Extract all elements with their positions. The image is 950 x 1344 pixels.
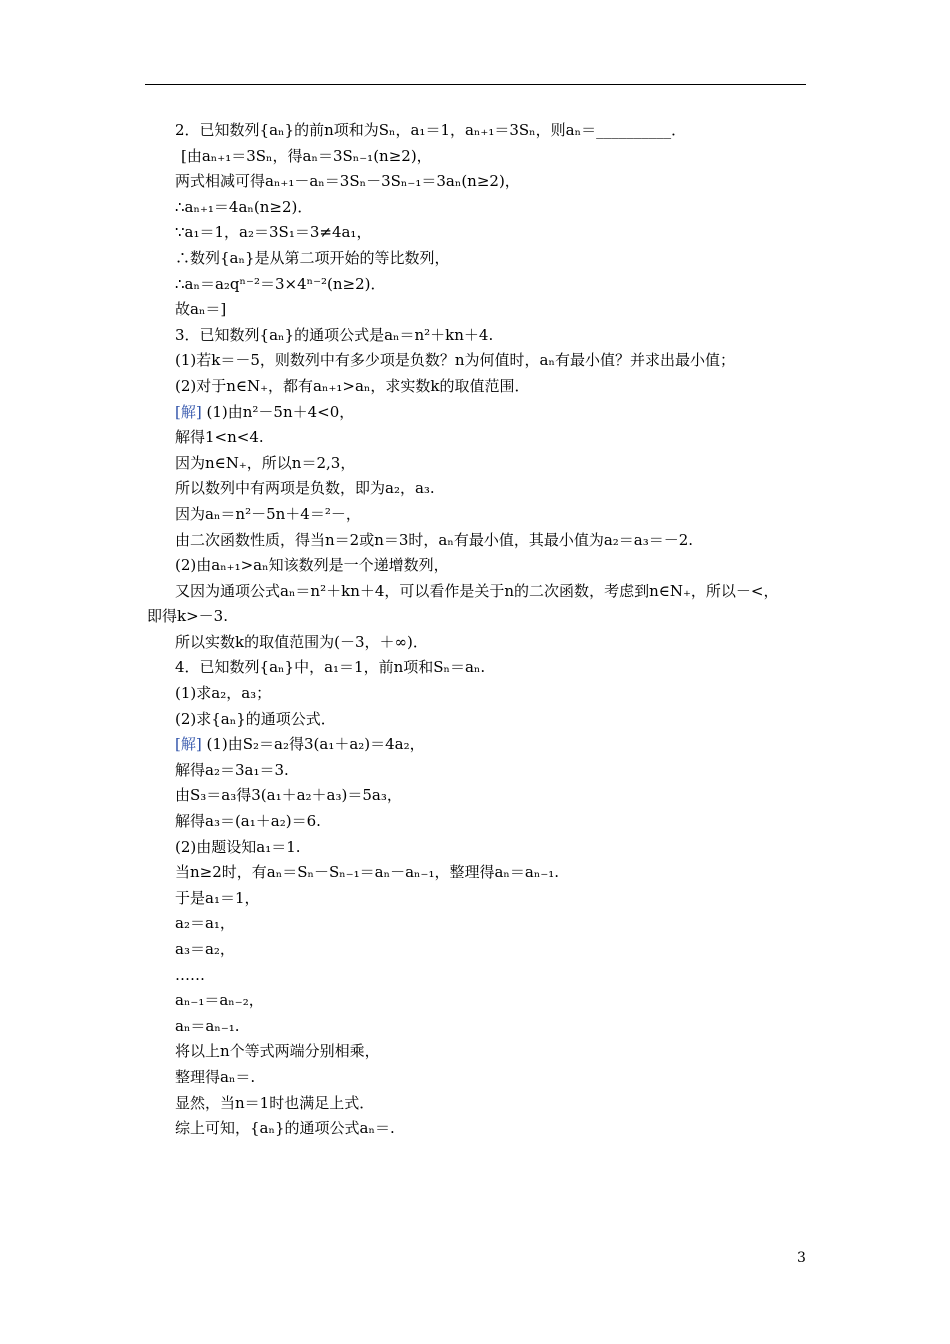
text-line — [147, 220, 817, 246]
text-line — [147, 144, 817, 170]
text-line — [147, 297, 817, 323]
text-line — [147, 1014, 817, 1040]
line-text: 整理得aₙ＝. — [175, 1067, 256, 1086]
line-text: 由S₃＝a₃得3(a₁＋a₂＋a₃)＝5a₃， — [175, 786, 402, 805]
line-text: (1)由n²－5n＋4<0， — [201, 402, 355, 421]
text-line — [147, 323, 817, 349]
text-line — [147, 988, 817, 1014]
text-line — [147, 681, 817, 707]
text-line — [147, 553, 817, 579]
line-text: ∴数列{aₙ}是从第二项开始的等比数列， — [175, 248, 450, 267]
text-line — [147, 400, 817, 426]
text-line — [147, 451, 817, 477]
line-text: 即得k>－3. — [147, 607, 228, 626]
text-line — [147, 272, 817, 298]
line-text: 当n≥2时，有aₙ＝Sₙ－Sₙ₋₁＝aₙ－aₙ₋₁，整理得aₙ＝aₙ₋₁. — [175, 863, 560, 882]
line-text: aₙ₋₁＝aₙ₋₂， — [175, 991, 264, 1010]
line-text: [由aₙ₊₁＝3Sₙ，得aₙ＝3Sₙ₋₁(n≥2)， — [181, 146, 432, 165]
line-text: 显然，当n＝1时也满足上式． — [175, 1093, 375, 1112]
line-text: (2)求{aₙ}的通项公式． — [175, 709, 336, 728]
text-line — [147, 1039, 817, 1065]
text-line — [147, 732, 817, 758]
line-text: ∴aₙ＝a₂qⁿ⁻²＝3×4ⁿ⁻²(n≥2)． — [175, 274, 386, 293]
line-text: 解得a₃＝(a₁＋a₂)＝6. — [175, 812, 321, 831]
line-text: 解得a₂＝3a₁＝3. — [175, 760, 289, 779]
line-text: …… — [175, 965, 205, 984]
line-text: 又因为通项公式aₙ＝n²＋kn＋4，可以看作是关于n的二次函数，考虑到n∈N₊，所以－<， — [175, 581, 779, 600]
text-line — [147, 1091, 817, 1117]
line-text: 因为aₙ＝n²－5n＋4＝²－， — [175, 504, 361, 523]
text-line — [147, 937, 817, 963]
line-text: 所以数列中有两项是负数，即为a₂，a₃. — [175, 479, 435, 498]
line-text: 4．已知数列{aₙ}中，a₁＝1，前n项和Sₙ＝aₙ. — [175, 658, 486, 677]
line-text: 3．已知数列{aₙ}的通项公式是aₙ＝n²＋kn＋4. — [175, 325, 494, 344]
text-line — [147, 348, 817, 374]
line-text: (2)由aₙ₊₁>aₙ知该数列是一个递增数列， — [175, 556, 449, 575]
text-line — [147, 604, 817, 630]
text-line — [147, 886, 817, 912]
text-line — [147, 783, 817, 809]
text-line — [147, 630, 817, 656]
text-line — [147, 911, 817, 937]
page-number: 3 — [797, 1250, 806, 1266]
text-line — [147, 707, 817, 733]
text-line — [147, 195, 817, 221]
line-text: 两式相减可得aₙ₊₁－aₙ＝3Sₙ－3Sₙ₋₁＝3aₙ(n≥2)， — [175, 172, 520, 191]
text-line — [147, 528, 817, 554]
text-line — [147, 758, 817, 784]
line-text: ∴aₙ₊₁＝4aₙ(n≥2)． — [175, 197, 313, 216]
document-body — [147, 118, 817, 1142]
solution-label: [解] — [175, 735, 202, 754]
line-text: 综上可知，{aₙ}的通项公式aₙ＝. — [175, 1119, 395, 1138]
line-text: 将以上n个等式两端分别相乘， — [175, 1042, 380, 1061]
line-text: 故aₙ＝] — [175, 300, 227, 319]
text-line — [147, 579, 817, 605]
text-line — [147, 476, 817, 502]
text-line — [147, 655, 817, 681]
text-line — [147, 425, 817, 451]
line-text: (1)由S₂＝a₂得3(a₁＋a₂)＝4a₂， — [201, 735, 425, 754]
line-text: 因为n∈N₊，所以n＝2,3， — [175, 453, 356, 472]
line-text: (1)求a₂，a₃； — [175, 684, 272, 703]
text-line — [147, 809, 817, 835]
text-line — [147, 835, 817, 861]
line-text: (2)由题设知a₁＝1. — [175, 837, 301, 856]
text-line — [147, 118, 817, 144]
line-text: 由二次函数性质，得当n＝2或n＝3时，aₙ有最小值，其最小值为a₂＝a₃＝－2. — [175, 530, 694, 549]
text-line — [147, 1065, 817, 1091]
line-text: (1)若k＝－5，则数列中有多少项是负数？n为何值时，aₙ有最小值？并求出最小值； — [175, 351, 735, 370]
line-text: a₃＝a₂， — [175, 940, 235, 958]
line-text: 所以实数k的取值范围为(－3，＋∞)． — [175, 632, 428, 651]
line-text: 于是a₁＝1， — [175, 888, 260, 907]
text-line — [147, 860, 817, 886]
solution-label: [解] — [175, 402, 202, 421]
text-line — [147, 1116, 817, 1142]
text-line — [147, 169, 817, 195]
line-text: ∵a₁＝1，a₂＝3S₁＝3≠4a₁， — [175, 223, 372, 242]
line-text: a₂＝a₁， — [175, 914, 235, 933]
header-rule — [145, 84, 806, 85]
line-text: 解得1<n<4. — [175, 428, 264, 447]
text-line — [147, 502, 817, 528]
line-text: 2．已知数列{aₙ}的前n项和为Sₙ，a₁＝1，aₙ₊₁＝3Sₙ，则aₙ＝__________． — [175, 121, 687, 139]
text-line — [147, 246, 817, 272]
line-text: (2)对于n∈N₊，都有aₙ₊₁>aₙ，求实数k的取值范围． — [175, 376, 530, 395]
line-text: aₙ＝aₙ₋₁. — [175, 1016, 240, 1035]
text-line — [147, 963, 817, 989]
text-line — [147, 374, 817, 400]
